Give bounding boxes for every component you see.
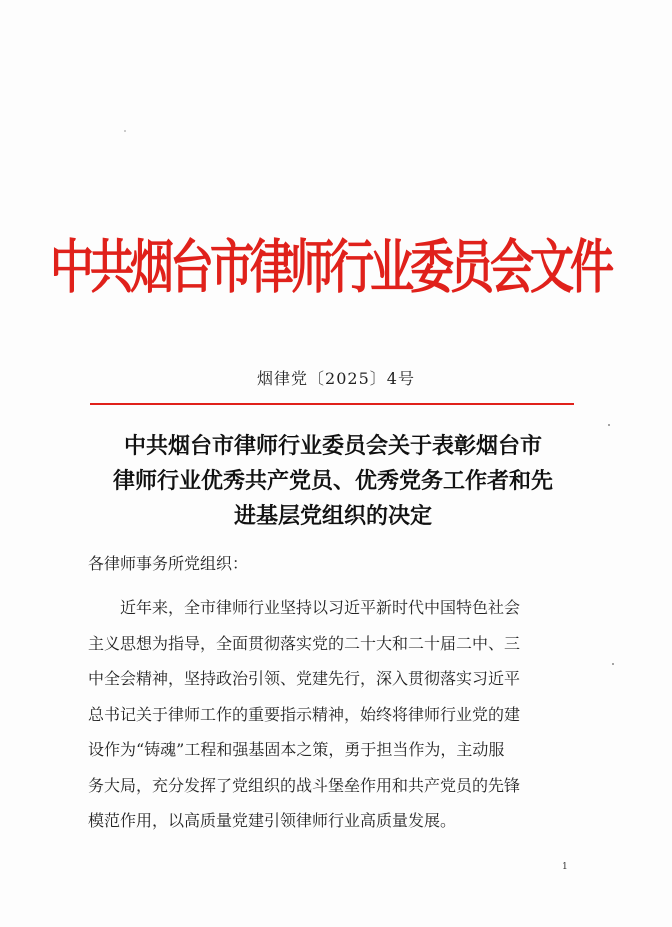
body-line: 设作为“铸魂”工程和强基固本之策，勇于担当作为，主动服: [88, 740, 505, 759]
body-line: 务大局，充分发挥了党组织的战斗堡垒作用和共产党员的先锋: [88, 775, 521, 795]
scan-speck: [612, 663, 614, 665]
title-line: 中共烟台市律师行业委员会关于表彰烟台市: [123, 433, 542, 459]
scan-speck: [124, 130, 126, 132]
document-title: [88, 429, 578, 534]
body-line: 主义思想为指导，全面贯彻落实党的二十大和二十届二中、三: [88, 633, 521, 653]
body-paragraph: [88, 590, 588, 839]
body-line: 模范作用，以高质量党建引领律师行业高质量发展。: [88, 811, 457, 830]
red-separator-line: [90, 403, 574, 405]
body-line: 中全会精神，坚持政治引领、党建先行，深入贯彻落实习近平: [88, 669, 521, 688]
title-line: 律师行业优秀共产党员、优秀党务工作者和先: [112, 468, 553, 494]
salutation: 各律师事务所党组织：: [88, 554, 249, 573]
document-number: 烟律党〔2025〕4号: [257, 369, 415, 388]
title-line: 进基层党组织的决定: [233, 503, 432, 529]
masthead-title: 中共烟台市律师行业委员会文件: [50, 234, 610, 302]
body-line: 总书记关于律师工作的重要指示精神，始终将律师行业党的建: [88, 704, 521, 724]
scan-speck: [608, 424, 610, 426]
body-line: 近年来，全市律师行业坚持以习近平新时代中国特色社会: [120, 598, 521, 617]
page-number: 1: [562, 862, 568, 872]
